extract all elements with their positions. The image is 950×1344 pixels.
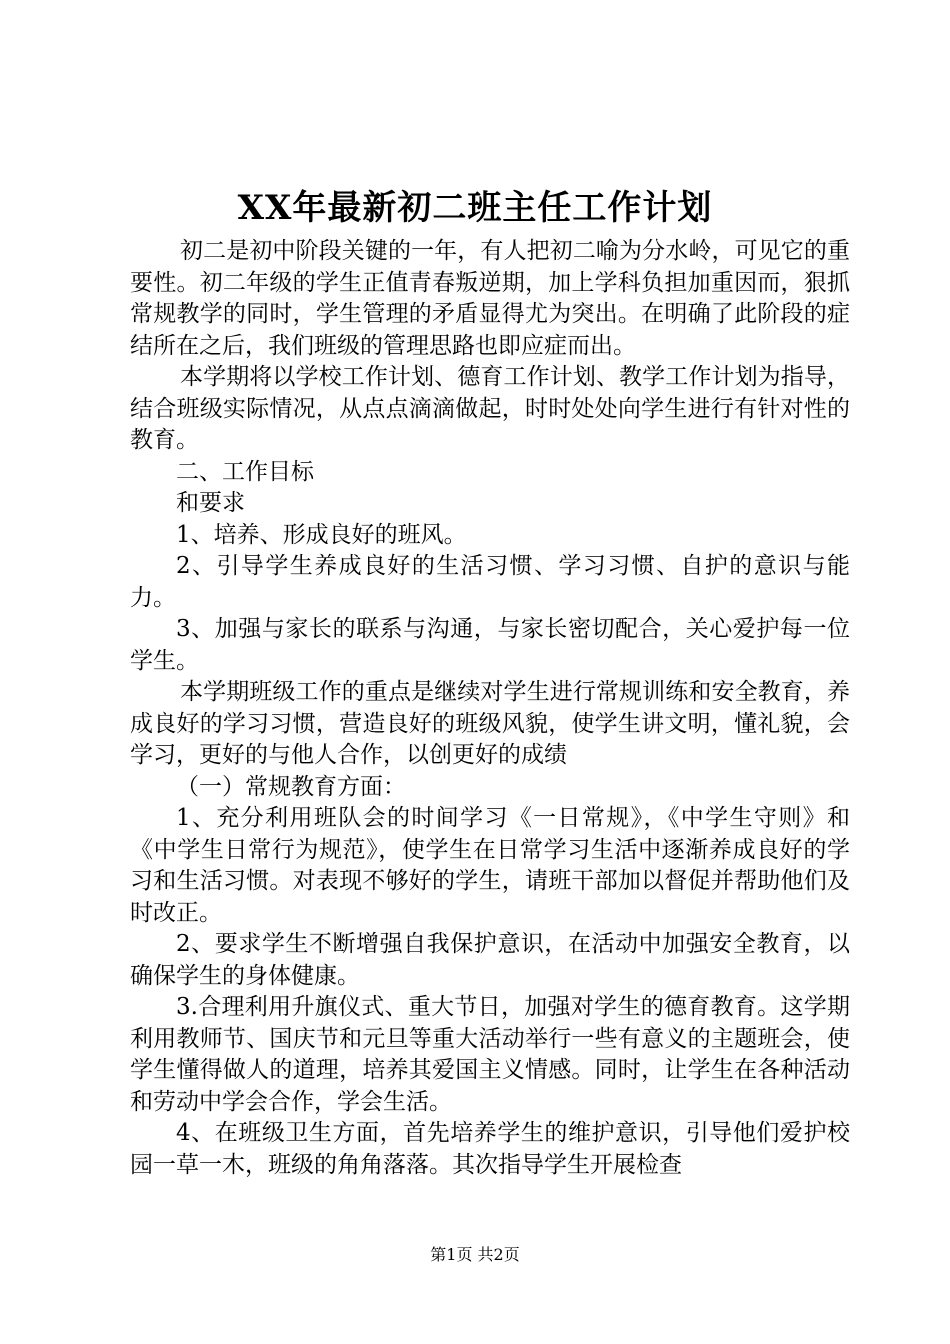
- routine-item-3: 3.合理利用升旗仪式、重大节日，加强对学生的德育教育。这学期利用教师节、国庆节和元旦等重大活动举行一些有意义的主题班会，使学生懂得做人的道理，培养其爱国主义情感。同时，让学生在各种活动和劳动中学会合作，学会生活。: [130, 994, 850, 1115]
- paragraph-intro: 初二是初中阶段关键的一年，有人把初二喻为分水岭，可见它的重要性。初二年级的学生正值青春叛逆期，加上学科负担加重因而，狠抓常规教学的同时，学生管理的矛盾显得尤为突出。在明确了此阶段的症结所在之后，我们班级的管理思路也即应症而出。: [130, 238, 850, 359]
- paragraph-guidance: 本学期将以学校工作计划、德育工作计划、教学工作计划为指导，结合班级实际情况，从点点滴滴做起，时时处处向学生进行有针对性的教育。: [130, 364, 850, 453]
- section-heading-requirements: 和要求: [176, 490, 245, 516]
- paragraph-focus: 本学期班级工作的重点是继续对学生进行常规训练和安全教育，养成良好的学习习惯，营造良好的班级风貌，使学生讲文明，懂礼貌，会学习，更好的与他人合作，以创更好的成绩: [130, 679, 850, 768]
- goal-item-2: 2、引导学生养成良好的生活习惯、学习习惯、自护的意识与能力。: [130, 553, 850, 611]
- routine-item-1: 1、充分利用班队会的时间学习《一日常规》，《中学生守则》和《中学生日常行为规范》，使学生在日常学习生活中逐渐养成良好的学习和生活习惯。对表现不够好的学生，请班干部加以督促并帮助他们及时改正。: [130, 805, 850, 926]
- document-body: [130, 236, 850, 1181]
- routine-item-2: 2、要求学生不断增强自我保护意识，在活动中加强安全教育，以确保学生的身体健康。: [130, 931, 850, 989]
- section-heading-goals: 二、工作目标: [176, 458, 314, 485]
- goal-item-1: 1、培养、形成良好的班风。: [176, 521, 467, 548]
- section-heading-routine: （一）常规教育方面：: [176, 773, 406, 800]
- page-number: 第1页 共2页: [430, 1245, 520, 1264]
- routine-item-4: 4、在班级卫生方面，首先培养学生的维护意识，引导他们爱护校园一草一木，班级的角角落落。其次指导学生开展检查: [130, 1120, 850, 1178]
- document-title: XX年最新初二班主任工作计划: [237, 188, 713, 228]
- goal-item-3: 3、加强与家长的联系与沟通，与家长密切配合，关心爱护每一位学生。: [130, 616, 850, 674]
